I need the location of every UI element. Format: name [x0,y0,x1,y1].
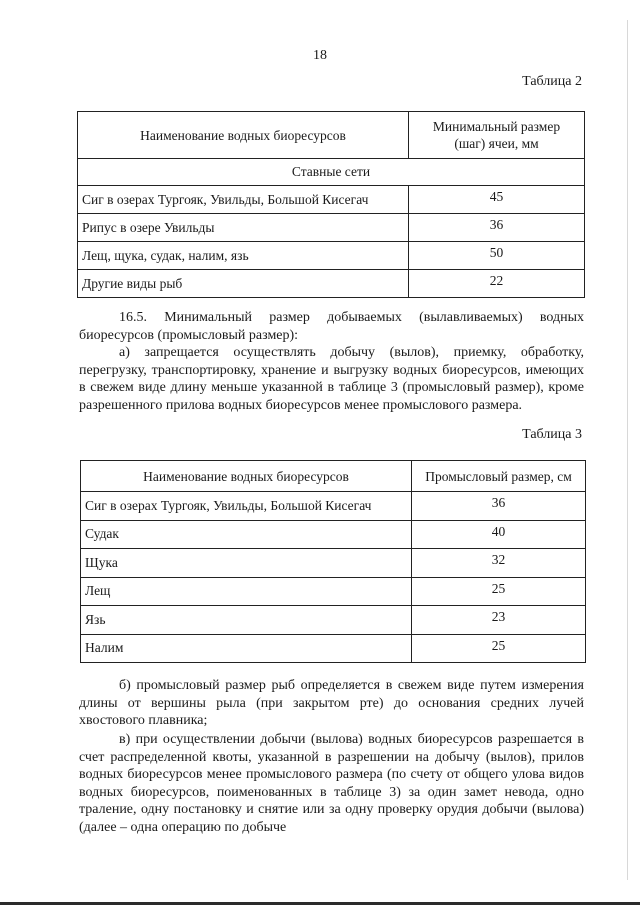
table-2-header-value-line1: Минимальный размер [432,119,561,134]
paragraph-a [79,344,584,414]
table-2-header-row [78,112,585,159]
table-cell-name: Сиг в озерах Тургояк, Увильды, Большой Кисегач [78,186,409,214]
paragraph-v [79,731,584,836]
table-3-header-row [81,461,586,492]
paragraph-16-5 [79,309,584,344]
paragraph-v-text: в) при осуществлении добычи (вылова) водных биоресурсов разрешается в счет распределенной квоты, указанной в разрешении на добычу (вылов), прилов водных биоресурсов менее промыслового размера (по счету от общего улова видов водных биоресурсов, поименованных в таблице 3) за один замет невода, одно траление, одну постановку и снятие или за одну проверку орудия добычи (вылова) (далее – одна операцию по добыче [79,732,584,835]
table-cell-value: 50 [409,242,585,270]
table-cell-value: 36 [409,214,585,242]
table-2-header-value [409,112,585,159]
table-3-caption: Таблица 3 [522,427,582,442]
table-row [78,242,585,270]
table-cell-name: Судак [81,520,412,549]
table-2-caption: Таблица 2 [522,74,582,89]
table-2-section-row [78,159,585,186]
table-row [81,606,586,635]
page-number: 18 [313,48,327,63]
table-3-header-value: Промысловый размер, см [412,461,586,492]
table-cell-value: 32 [412,549,586,578]
table-2-header-value-line2: (шаг) ячеи, мм [454,136,539,151]
paragraph-b-text: б) промысловый размер рыб определяется в свежем виде путем измерения длины от вершины рыла (при закрытом рте) до основания средних лучей хвостового плавника; [79,678,584,728]
scan-edge-line [627,20,628,880]
table-cell-name: Щука [81,549,412,578]
table-3-header-name: Наименование водных биоресурсов [81,461,412,492]
table-cell-name: Лещ, щука, судак, налим, язь [78,242,409,270]
table-row [81,492,586,521]
paragraph-a-text: а) запрещается осуществлять добычу (вылов), приемку, обработку, перегрузку, транспортировку, хранение и выгрузку водных биоресурсов, имеющих в свежем виде длину меньше указанной в таблице 3 (промысловый размер), кроме разрешенного прилова водных биоресурсов менее промыслового размера. [79,345,584,413]
table-row [81,634,586,663]
table-cell-name: Сиг в озерах Тургояк, Увильды, Большой Кисегач [81,492,412,521]
paragraph-b [79,677,584,730]
table-cell-value: 25 [412,577,586,606]
table-cell-name: Лещ [81,577,412,606]
table-cell-name: Язь [81,606,412,635]
table-cell-value: 25 [412,634,586,663]
table-2 [77,111,585,298]
table-row [81,577,586,606]
table-cell-value: 45 [409,186,585,214]
table-cell-name: Налим [81,634,412,663]
table-cell-name: Рипус в озере Увильды [78,214,409,242]
table-cell-value: 40 [412,520,586,549]
table-cell-value: 23 [412,606,586,635]
table-3 [80,460,586,663]
table-cell-name: Другие виды рыб [78,270,409,298]
table-row [78,186,585,214]
table-row [78,214,585,242]
table-row [81,520,586,549]
paragraph-16-5-text: 16.5. Минимальный размер добываемых (вылавливаемых) водных биоресурсов (промысловый размер): [79,310,584,343]
table-row [81,549,586,578]
table-cell-value: 36 [412,492,586,521]
table-2-section-label: Ставные сети [78,159,585,186]
table-cell-value: 22 [409,270,585,298]
table-row [78,270,585,298]
table-2-header-name: Наименование водных биоресурсов [78,112,409,159]
